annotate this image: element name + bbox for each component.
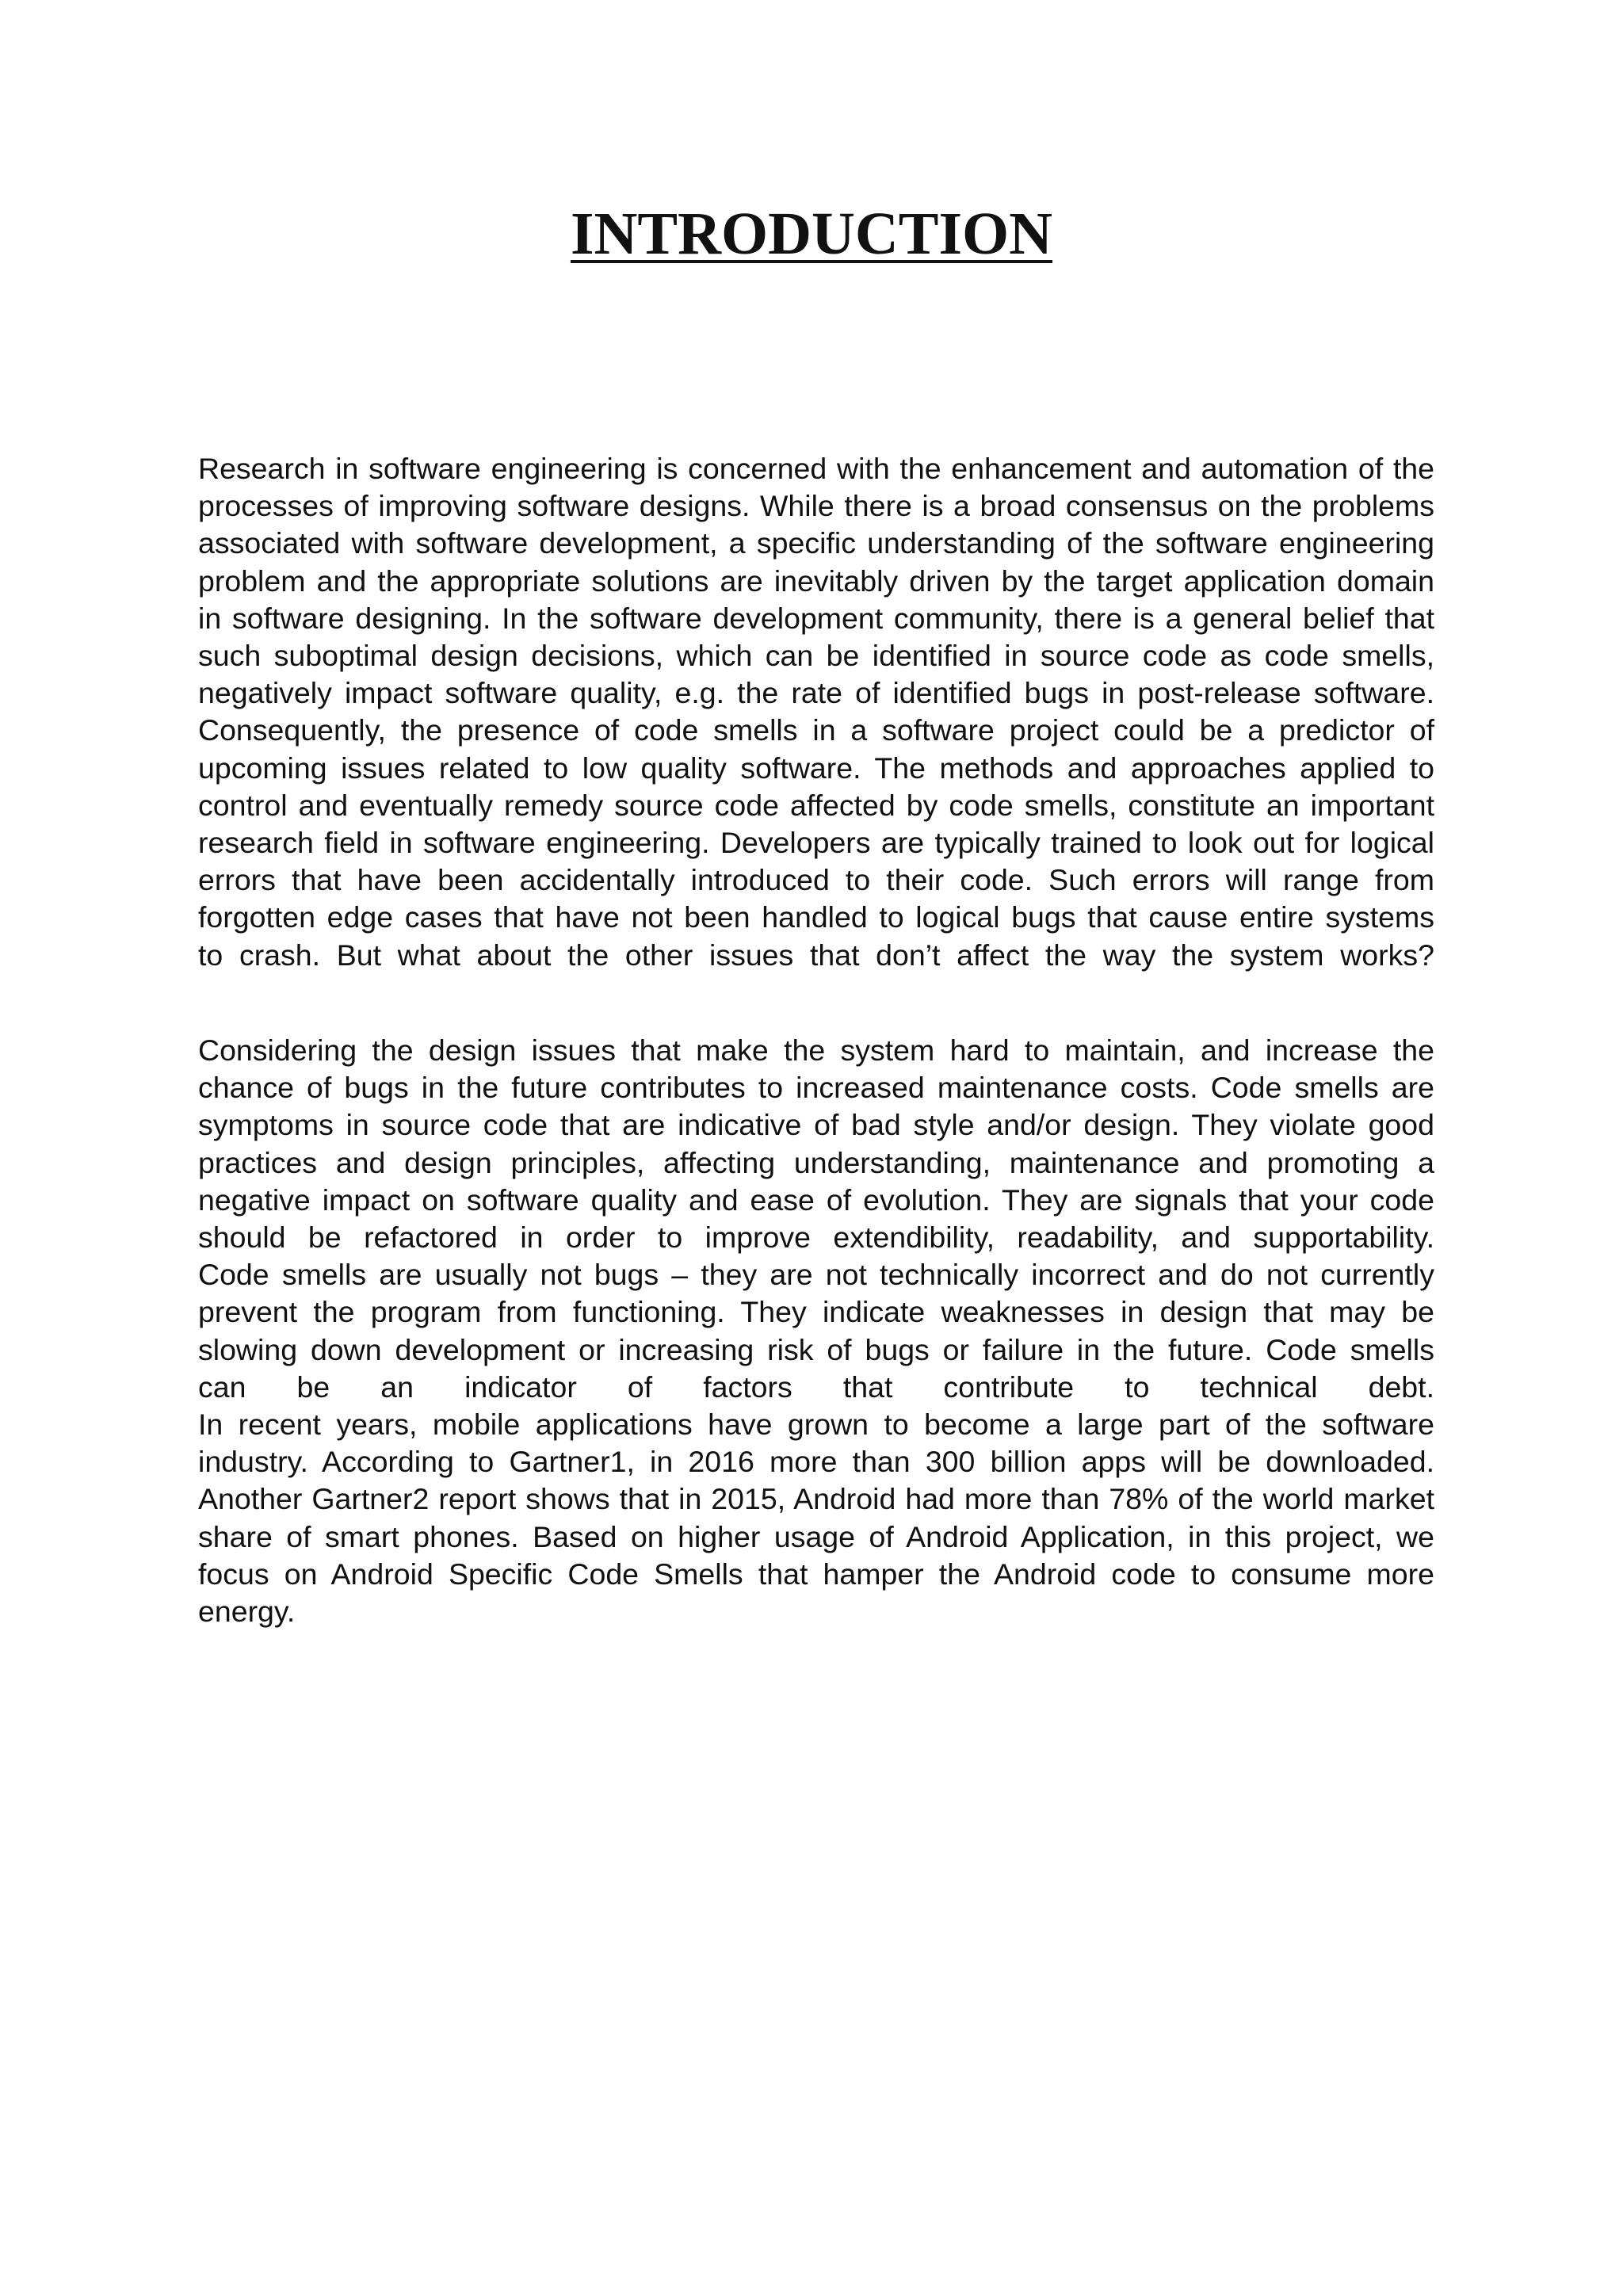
text-line: prevent the program from functioning. They indicate weaknesses in design that may be: [198, 1295, 1434, 1329]
text-line: share of smart phones. Based on higher usage of Android Application, in this project, we: [198, 1519, 1434, 1553]
text-line: In recent years, mobile applications have grown to become a large part of the software: [198, 1408, 1434, 1442]
text-line: forgotten edge cases that have not been handled to logical bugs that cause entire systems: [198, 900, 1434, 934]
text-line: can be an indicator of factors that contribute to technical debt.: [198, 1370, 1434, 1404]
text-line: Another Gartner2 report shows that in 2015, Android had more than 78% of the world market: [198, 1482, 1434, 1516]
text-line: industry. According to Gartner1, in 2016 more than 300 billion apps will be downloaded.: [198, 1445, 1434, 1479]
text-line: should be refactored in order to improve extendibility, readability, and supportability.: [198, 1221, 1434, 1255]
text-line: in software designing. In the software development community, there is a general belief that: [198, 601, 1434, 635]
text-line: processes of improving software designs. While there is a broad consensus on the problems: [198, 489, 1434, 523]
text-line: such suboptimal design decisions, which can be identified in source code as code smells,: [198, 639, 1434, 673]
paragraph-1: [198, 450, 1434, 974]
text-line: symptoms in source code that are indicative of bad style and/or design. They violate good: [198, 1108, 1434, 1142]
text-line: associated with software development, a specific understanding of the software engineering: [198, 526, 1434, 560]
text-line: focus on Android Specific Code Smells that hamper the Android code to consume more: [198, 1557, 1434, 1591]
text-line: Consequently, the presence of code smells in a software project could be a predictor of: [198, 713, 1434, 747]
page-title: INTRODUCTION: [570, 201, 1053, 267]
text-line: Considering the design issues that make the system hard to maintain, and increase the: [198, 1033, 1434, 1067]
text-line: research field in software engineering. Developers are typically trained to look out for logical: [198, 826, 1434, 860]
text-line: upcoming issues related to low quality software. The methods and approaches applied to: [198, 751, 1434, 785]
text-line: Research in software engineering is concerned with the enhancement and automation of the: [198, 452, 1434, 485]
text-line: chance of bugs in the future contributes to increased maintenance costs. Code smells are: [198, 1071, 1434, 1105]
text-line: errors that have been accidentally introduced to their code. Such errors will range from: [198, 863, 1434, 897]
text-line: practices and design principles, affecting understanding, maintenance and promoting a: [198, 1145, 1434, 1179]
text-line: negatively impact software quality, e.g. the rate of identified bugs in post-release software.: [198, 676, 1434, 710]
text-line: Code smells are usually not bugs – they are not technically incorrect and do not currently: [198, 1258, 1434, 1292]
text-line: negative impact on software quality and ease of evolution. They are signals that your code: [198, 1182, 1434, 1217]
text-line: to crash. But what about the other issues that don’t affect the way the system works?: [198, 938, 1434, 972]
text-line: control and eventually remedy source code affected by code smells, constitute an important: [198, 788, 1434, 822]
text-line: energy.: [198, 1595, 296, 1629]
paragraph-2: [198, 1032, 1434, 1630]
text-line: problem and the appropriate solutions are inevitably driven by the target application domain: [198, 563, 1434, 598]
text-line: slowing down development or increasing risk of bugs or failure in the future. Code smells: [198, 1332, 1434, 1366]
